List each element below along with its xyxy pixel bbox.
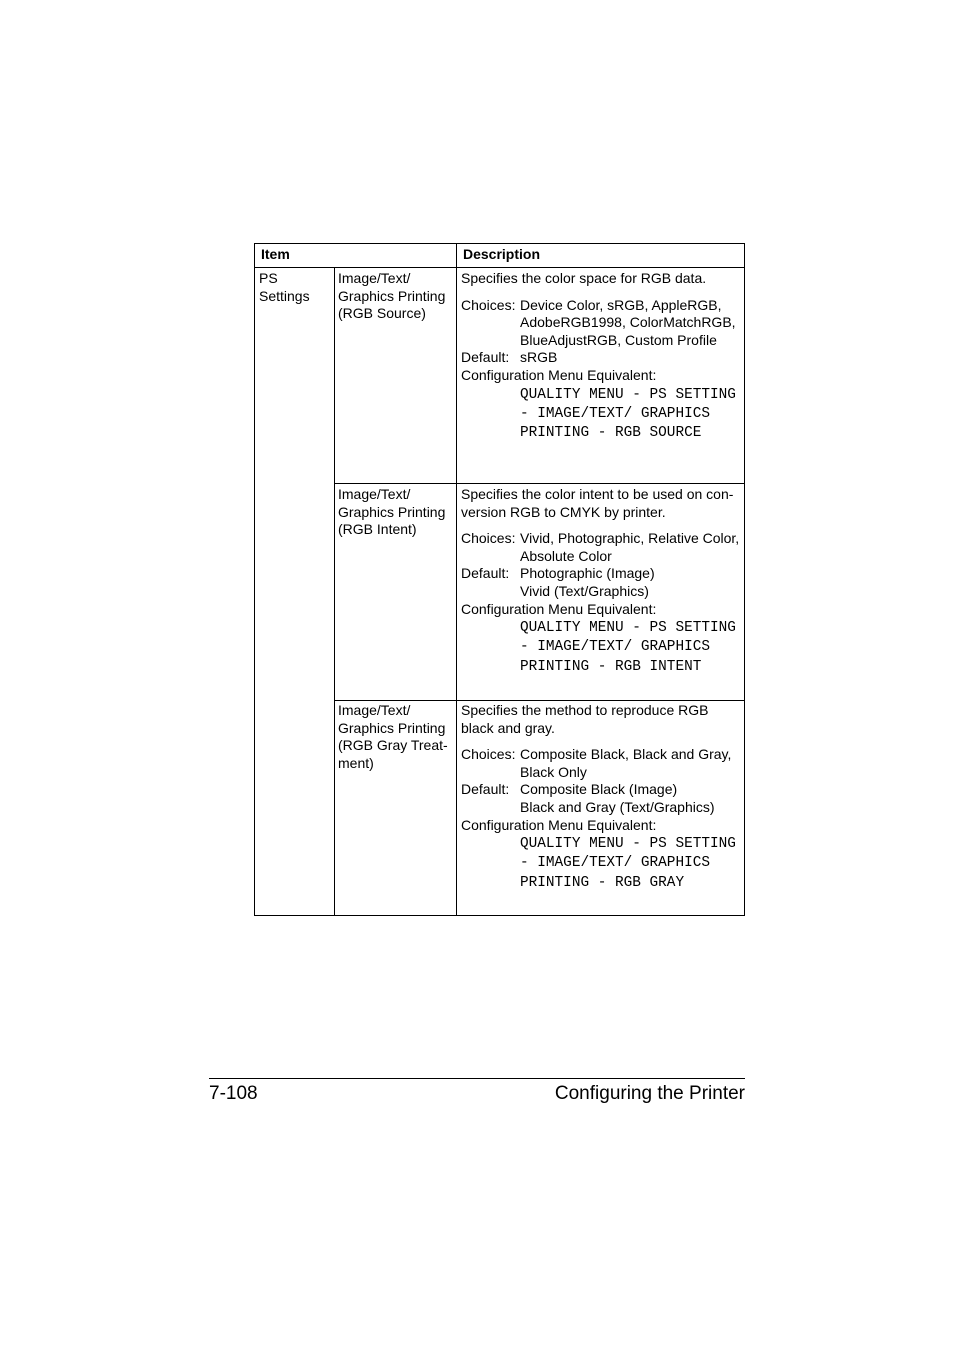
choices-value: Device Color, sRGB, AppleRGB, AdobeRGB1998, ColorMatchRGB, BlueAdjustRGB, Custom Profile bbox=[520, 296, 736, 348]
header-rule bbox=[255, 267, 744, 268]
description-rgb-source bbox=[461, 270, 743, 443]
page-number: 7-108 bbox=[209, 1083, 258, 1104]
default-label: Default: bbox=[461, 565, 510, 582]
group-label-ps-settings: PS Settings bbox=[259, 270, 310, 304]
row-rule-1 bbox=[334, 483, 744, 484]
choices-value: Vivid, Photographic, Relative Color, Absolute Color bbox=[520, 530, 740, 564]
item-rgb-source: Image/Text/ Graphics Printing (RGB Source) bbox=[338, 270, 446, 321]
choices-value: Composite Black, Black and Gray, Black Only bbox=[520, 746, 732, 780]
item-rgb-intent: Image/Text/ Graphics Printing (RGB Intent) bbox=[338, 486, 446, 537]
row-rule-2 bbox=[334, 700, 744, 701]
menu-path: QUALITY MENU - PS SETTING - IMAGE/TEXT/ GRAPHICS PRINTING - RGB GRAY bbox=[520, 836, 736, 891]
menu-equivalent-label: Configuration Menu Equivalent: bbox=[461, 816, 657, 833]
description-rgb-gray-treatment bbox=[461, 702, 743, 893]
chapter-title: Configuring the Printer bbox=[554, 1083, 745, 1104]
menu-equivalent-label: Configuration Menu Equivalent: bbox=[461, 600, 657, 617]
description-rgb-intent bbox=[461, 486, 743, 677]
choices-label: Choices: bbox=[461, 746, 516, 763]
header-item: Item bbox=[261, 246, 290, 262]
choices-label: Choices: bbox=[461, 530, 516, 547]
choices-label: Choices: bbox=[461, 296, 516, 313]
header-description: Description bbox=[463, 246, 541, 262]
column-divider-description bbox=[456, 244, 457, 915]
intro-text: Specifies the method to reproduce RGB black and gray. bbox=[461, 702, 709, 736]
default-value-secondary: Black and Gray (Text/Graphics) bbox=[520, 798, 715, 815]
default-value: Photographic (Image) bbox=[520, 565, 655, 582]
default-value: Composite Black (Image) bbox=[520, 781, 678, 798]
default-value-secondary: Vivid (Text/Graphics) bbox=[520, 582, 649, 599]
intro-text: Specifies the color space for RGB data. bbox=[461, 270, 707, 286]
column-divider-subitem bbox=[334, 267, 335, 915]
menu-path: QUALITY MENU - PS SETTING - IMAGE/TEXT/ GRAPHICS PRINTING - RGB INTENT bbox=[520, 620, 736, 675]
settings-table bbox=[254, 243, 745, 916]
default-value: sRGB bbox=[520, 349, 558, 366]
menu-equivalent-label: Configuration Menu Equivalent: bbox=[461, 366, 657, 383]
item-rgb-gray-treatment: Image/Text/ Graphics Printing (RGB Gray Treat-ment) bbox=[338, 702, 448, 771]
intro-text: Specifies the color intent to be used on con-version RGB to CMYK by printer. bbox=[461, 486, 734, 520]
default-label: Default: bbox=[461, 349, 510, 366]
footer-rule bbox=[209, 1078, 745, 1079]
menu-path: QUALITY MENU - PS SETTING - IMAGE/TEXT/ GRAPHICS PRINTING - RGB SOURCE bbox=[520, 386, 736, 441]
default-label: Default: bbox=[461, 781, 510, 798]
